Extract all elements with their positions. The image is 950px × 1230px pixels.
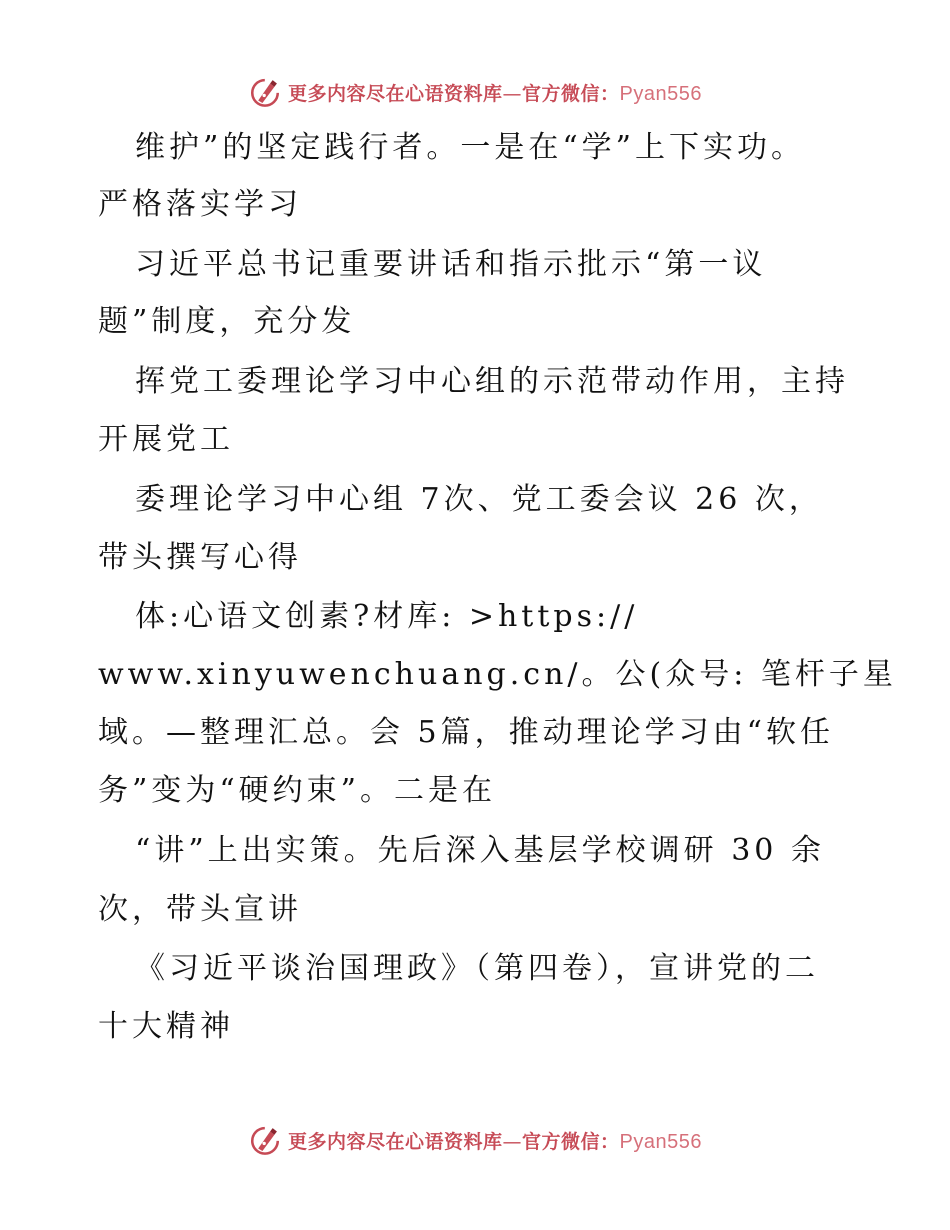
text-line: 带头撰写心得 (98, 540, 302, 575)
text-line: 严格落实学习 (98, 187, 302, 222)
text-line: 开展党工 (98, 422, 234, 457)
text-line: 题”制度，充分发 (98, 304, 356, 339)
banner-main-text: 更多内容尽在心语资料库 (288, 1130, 503, 1153)
pen-nib-logo-icon (248, 1123, 282, 1157)
banner-dash: — (502, 1130, 523, 1153)
pen-nib-logo-icon (248, 75, 282, 109)
banner-main-text: 更多内容尽在心语资料库 (288, 82, 503, 105)
banner-dash: — (502, 82, 523, 105)
text-line: www.xinyuwenchuang.cn/。公(众号: 笔杆子星 (98, 657, 897, 692)
text-line: 维护”的坚定践行者。一是在“学”上下实功。 (135, 130, 806, 165)
banner-wechat-id: Pyan556 (619, 82, 702, 105)
text-line: 委理论学习中心组 7次、党工委会议 26 次， (135, 482, 823, 517)
text-line: 次，带头宣讲 (98, 892, 302, 927)
text-line: 挥党工委理论学习中心组的示范带动作用，主持 (135, 364, 849, 399)
text-line: 十大精神 (98, 1009, 234, 1044)
banner-text (288, 1127, 702, 1154)
text-line: 习近平总书记重要讲话和指示批示“第一议 (135, 247, 767, 282)
text-line: 域。—整理汇总。会 5篇，推动理论学习由“软任 (98, 715, 834, 750)
text-line: 体:心语文创素?材库: >https:// (135, 599, 639, 634)
banner-text (288, 79, 702, 106)
text-line: 《习近平谈治国理政》（第四卷），宣讲党的二 (135, 951, 819, 986)
banner-wechat-id: Pyan556 (619, 1130, 702, 1153)
banner-wechat-label: 官方微信： (522, 1130, 620, 1153)
footer-banner (0, 1120, 950, 1160)
banner-wechat-label: 官方微信： (522, 82, 620, 105)
header-banner (0, 72, 950, 112)
text-line: “讲”上出实策。先后深入基层学校调研 30 余 (135, 833, 825, 868)
text-line: 务”变为“硬约束”。二是在 (98, 773, 497, 808)
